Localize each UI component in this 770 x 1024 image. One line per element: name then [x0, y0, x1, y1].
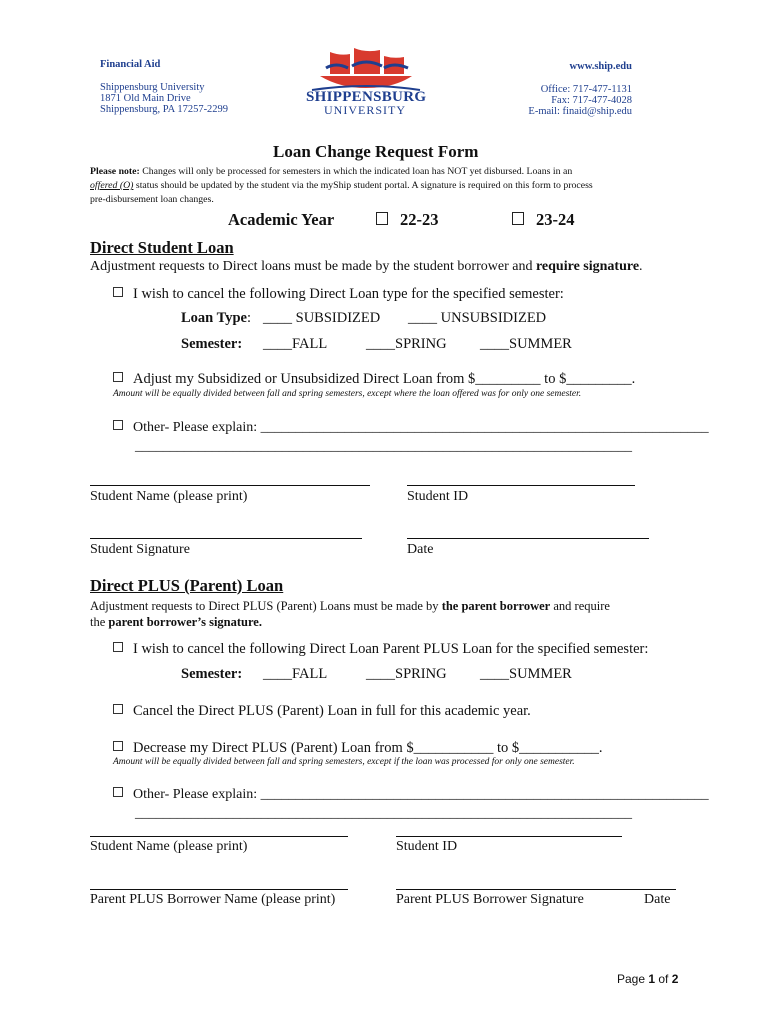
direct-loan-intro: Adjustment requests to Direct loans must be made by the student borrower and require signature.: [90, 259, 643, 274]
plus-semester-summer[interactable]: ____SUMMER: [480, 666, 572, 682]
direct-semester-summer[interactable]: ____SUMMER: [480, 336, 572, 352]
student-id-line[interactable]: [407, 485, 635, 486]
direct-semester-spring[interactable]: ____SPRING: [366, 336, 447, 352]
header-fax: Fax: 717-477-4028: [551, 95, 632, 106]
header-email[interactable]: E-mail: finaid@ship.edu: [528, 106, 632, 117]
plus-decrease-note: Amount will be equally divided between fall and spring semesters, except if the loan was processed for only one semester.: [113, 757, 575, 767]
plus-semester-fall[interactable]: ____FALL: [263, 666, 328, 682]
parent-signature-label: Parent PLUS Borrower Signature: [396, 892, 584, 907]
student-signature-label: Student Signature: [90, 542, 190, 557]
note-label: Please note:: [90, 166, 140, 177]
direct-semester-fall[interactable]: ____FALL: [263, 336, 328, 352]
checkbox-plus-cancel[interactable]: [113, 642, 123, 652]
note-paragraph: [90, 165, 690, 207]
direct-loan-heading: Direct Student Loan: [90, 238, 234, 257]
academic-year-label: Academic Year: [228, 210, 335, 229]
header-office-phone: Office: 717-477-1131: [540, 84, 632, 95]
checkbox-plus-cancel-full[interactable]: [113, 704, 123, 714]
direct-adjust-note: Amount will be equally divided between fall and spring semesters, except where the loan offered was for only one semester.: [113, 389, 582, 399]
plus-decrease-option[interactable]: Decrease my Direct PLUS (Parent) Loan from $___________ to $___________.: [113, 740, 603, 757]
student-name-line[interactable]: [90, 485, 370, 486]
direct-other-option[interactable]: Other- Please explain: ________________________________________________________________: [113, 420, 709, 436]
date-label: Date: [407, 542, 434, 557]
direct-cancel-option[interactable]: I wish to cancel the following Direct Loan type for the specified semester:: [113, 286, 564, 303]
checkbox-plus-other[interactable]: [113, 787, 123, 797]
student-id-label: Student ID: [407, 489, 469, 504]
parent-name-line[interactable]: [90, 889, 348, 890]
plus-cancel-option[interactable]: I wish to cancel the following Direct Loan Parent PLUS Loan for the specified semester:: [113, 641, 648, 658]
loan-type-unsubsidized[interactable]: ____ UNSUBSIDIZED: [408, 310, 547, 326]
note-text-1: Changes will only be processed for semesters in which the indicated loan has NOT yet disbursed. Loans in an: [139, 166, 573, 177]
logo-text-line1: SHIPPENSBURG: [306, 89, 427, 105]
checkbox-direct-adjust[interactable]: [113, 372, 123, 382]
plus-loan-intro: Adjustment requests to Direct PLUS (Parent) Loans must be made by the parent borrower and require the parent borrower’s signature.: [90, 599, 610, 629]
header-street: 1871 Old Main Drive: [100, 93, 191, 104]
form-title: Loan Change Request Form: [273, 142, 479, 161]
plus-semester-spring[interactable]: ____SPRING: [366, 666, 447, 682]
plus-student-name-label: Student Name (please print): [90, 839, 248, 854]
note-text-3: pre-disbursement loan changes.: [90, 194, 214, 205]
header-office-name: Financial Aid: [100, 59, 161, 70]
page-number: Page 1 of 2: [617, 972, 679, 986]
checkbox-22-23[interactable]: [376, 212, 388, 225]
student-name-label: Student Name (please print): [90, 489, 248, 504]
loan-type-label: Loan Type:: [181, 310, 251, 326]
checkbox-23-24[interactable]: [512, 212, 524, 225]
note-offered-status: offered (O): [90, 180, 134, 191]
header-website[interactable]: www.ship.edu: [569, 61, 632, 72]
academic-year-option-2[interactable]: 23-24: [512, 210, 575, 230]
checkbox-plus-decrease[interactable]: [113, 741, 123, 751]
direct-adjust-option[interactable]: Adjust my Subsidized or Unsubsidized Direct Loan from $_________ to $_________.: [113, 371, 635, 388]
direct-semester-label: Semester:: [181, 336, 243, 352]
parent-name-label: Parent PLUS Borrower Name (please print): [90, 892, 336, 907]
plus-student-id-label: Student ID: [396, 839, 458, 854]
logo-text-line2: UNIVERSITY: [324, 103, 406, 117]
date-line[interactable]: [407, 538, 649, 539]
student-signature-line[interactable]: [90, 538, 362, 539]
university-logo: [300, 44, 432, 116]
checkbox-direct-cancel[interactable]: [113, 287, 123, 297]
ship-logo-icon: [300, 44, 432, 94]
plus-other-line-2[interactable]: _______________________________________________________________________: [135, 806, 632, 821]
plus-semester-label: Semester:: [181, 666, 243, 682]
parent-signature-line[interactable]: [396, 889, 676, 890]
plus-cancel-full-option[interactable]: Cancel the Direct PLUS (Parent) Loan in full for this academic year.: [113, 703, 531, 720]
academic-year-option-1[interactable]: 22-23: [376, 210, 439, 230]
checkbox-direct-other[interactable]: [113, 420, 123, 430]
header-city: Shippensburg, PA 17257-2299: [100, 104, 229, 115]
plus-loan-heading: Direct PLUS (Parent) Loan: [90, 576, 284, 595]
plus-student-name-line[interactable]: [90, 836, 348, 837]
plus-student-id-line[interactable]: [396, 836, 622, 837]
loan-type-subsidized[interactable]: ____ SUBSIDIZED: [263, 310, 381, 326]
note-text-2: status should be updated by the student via the myShip student portal. A signature is required on this form to process: [133, 180, 593, 191]
header-university: Shippensburg University: [100, 82, 205, 93]
plus-other-option[interactable]: Other- Please explain: ________________________________________________________________: [113, 787, 709, 803]
direct-other-line-2[interactable]: _______________________________________________________________________: [135, 439, 632, 454]
parent-date-label: Date: [644, 892, 671, 907]
